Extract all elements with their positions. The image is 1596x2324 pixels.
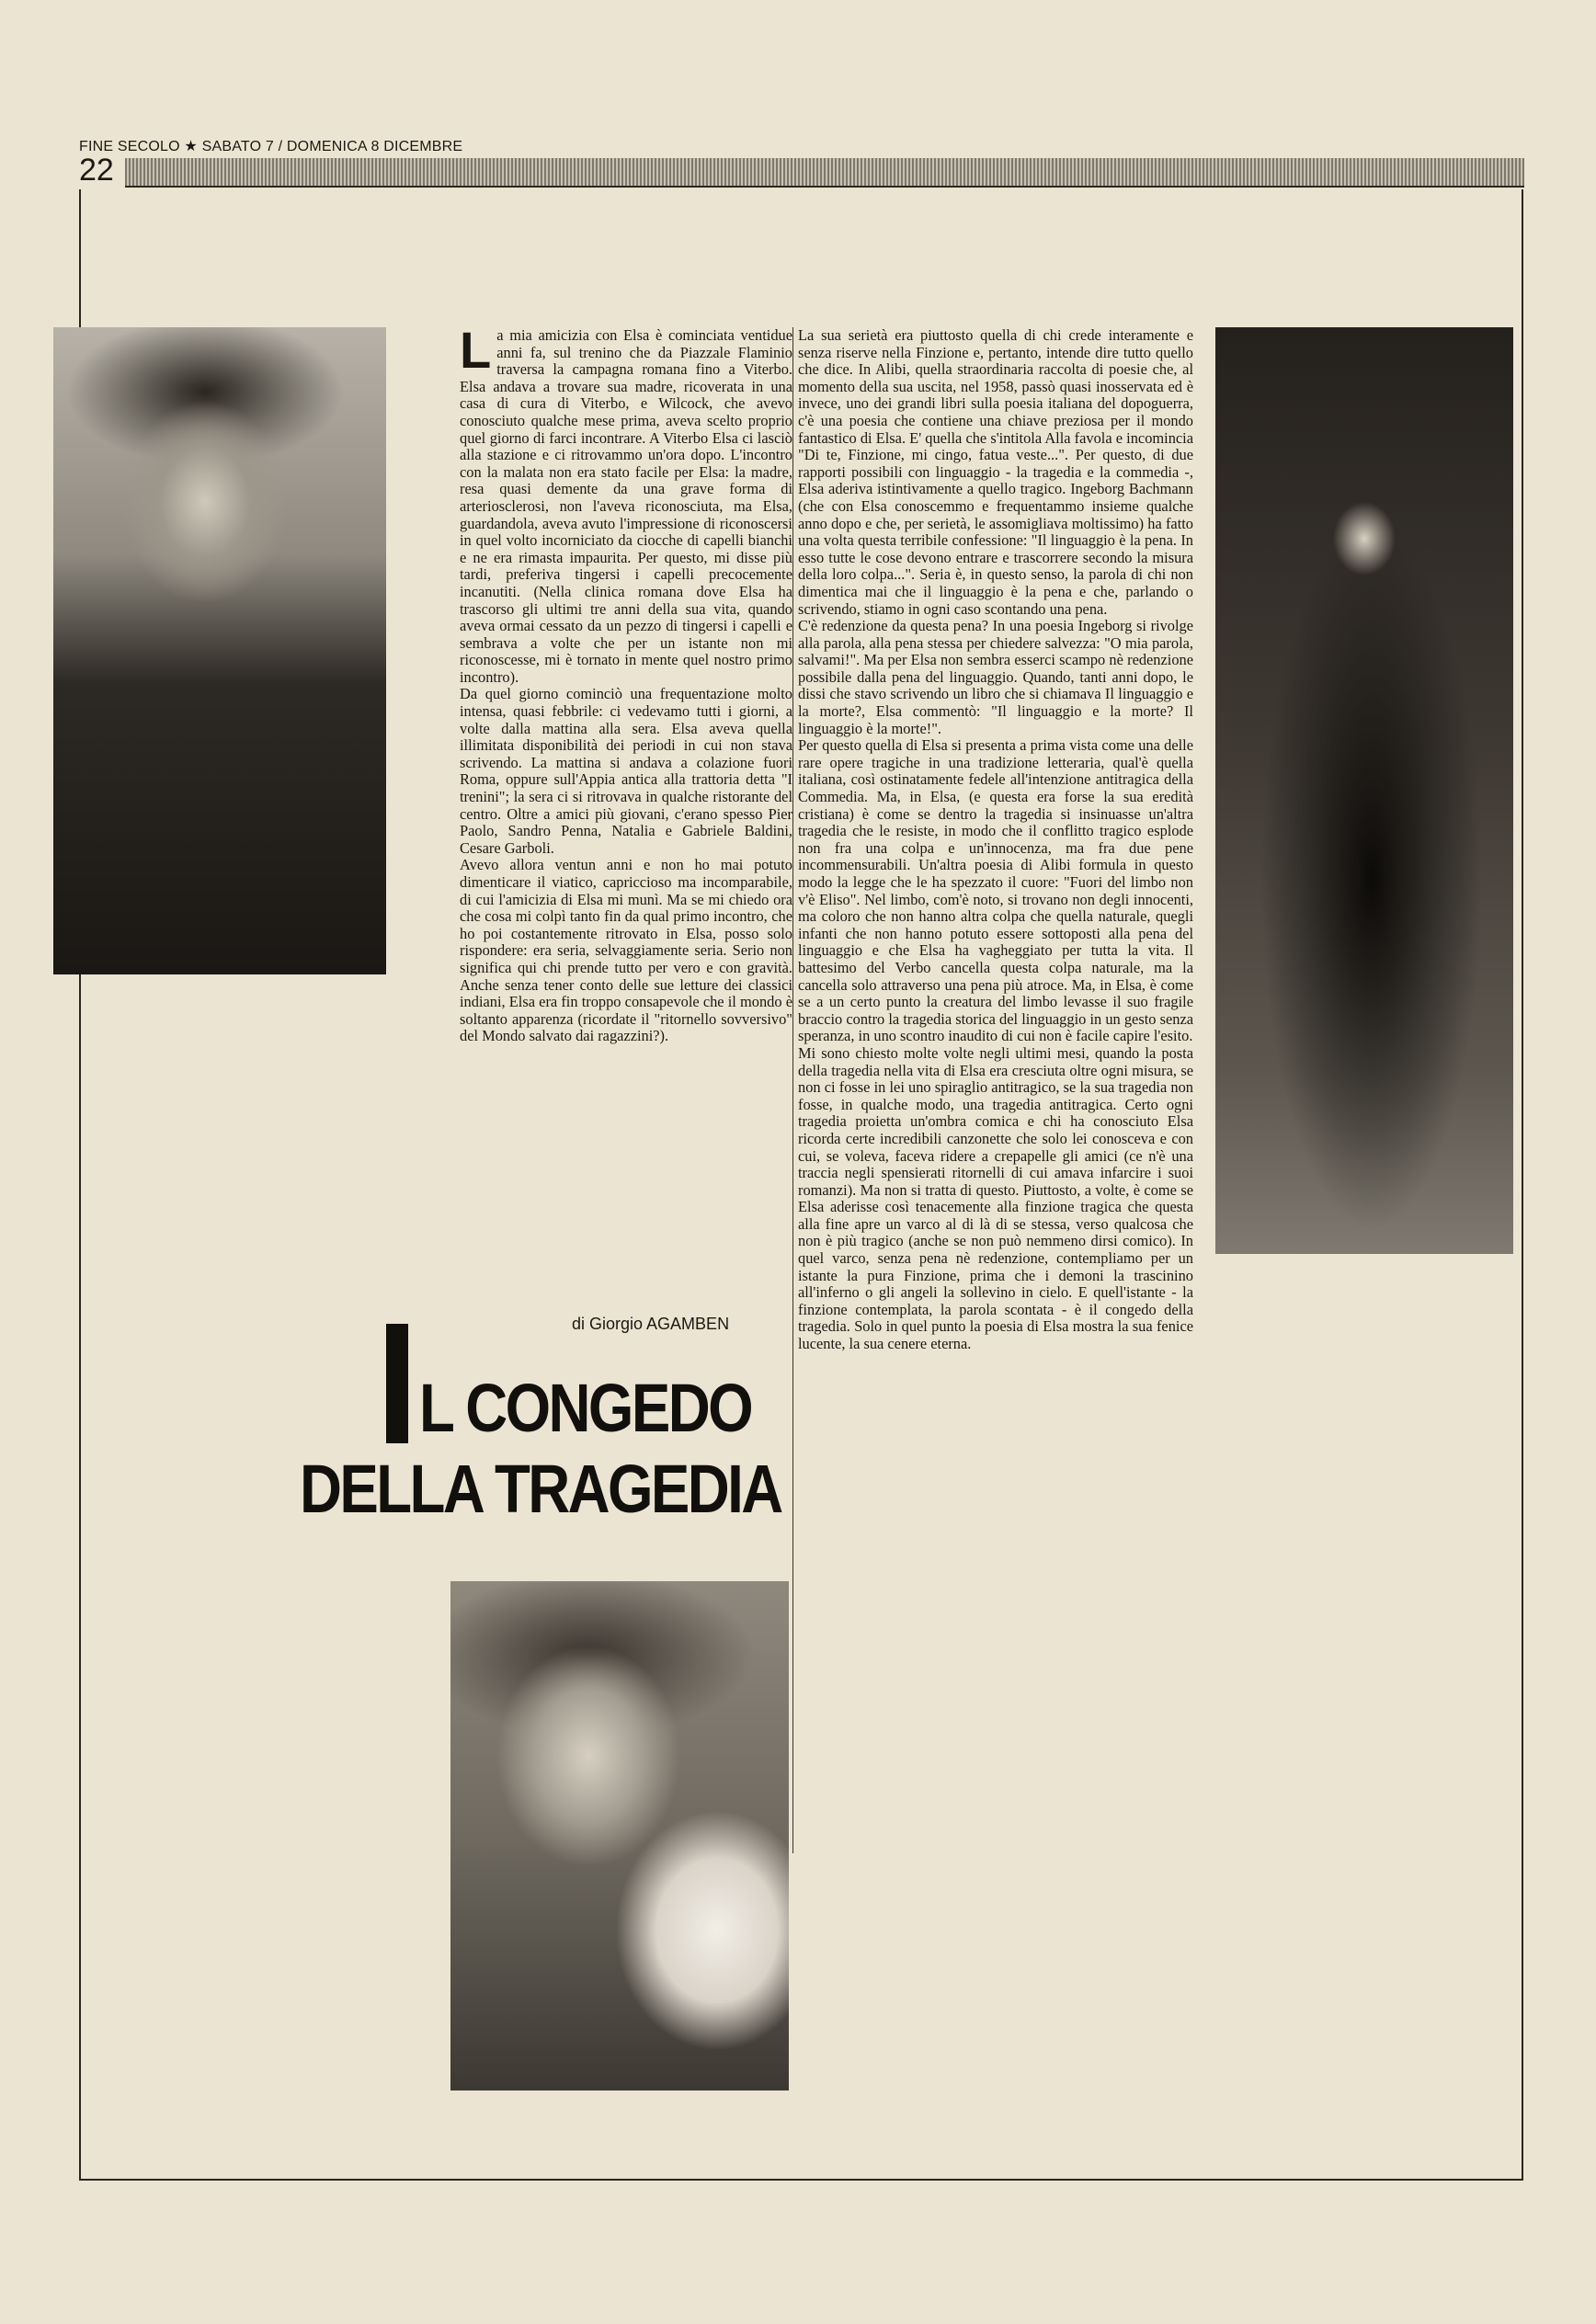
article-column-1 xyxy=(460,321,792,1045)
article-column-2 xyxy=(798,327,1193,1353)
paragraph xyxy=(460,321,792,686)
portrait-photo-top-left xyxy=(53,327,386,974)
paragraph: Da quel giorno cominciò una frequentazione molto intensa, quasi febbrile: ci vedevamo tutti i giorni, a volte dalla mattina alla sera. Elsa aveva quella illimitata disponibilità dei periodi in cui non stava scrivendo. La mattina si andava a colazione fuori Roma, oppure sull'Appia antica alla trattoria detta "I trenini"; la sera ci si ritrovava in qualche ristorante del centro. Oltre a amici più giovani, c'erano spesso Pier Paolo, Sandro Penna, Natalia e Gabriele Baldini, Cesare Garboli. xyxy=(460,685,792,857)
paragraph: C'è redenzione da questa pena? In una poesia Ingeborg si rivolge alla parola, alla pena stessa per chiedere salvezza: "O mia parola, salvami!". Ma per Elsa non sembra esserci scampo nè redenzione possibile dalla pena del linguaggio. Quando, tanti anni dopo, le dissi che stavo scrivendo un libro che si chiamava Il linguaggio e la morte?, Elsa commentò: "Il linguaggio e la morte? Il linguaggio è la morte!". xyxy=(798,617,1193,737)
paragraph: Avevo allora ventun anni e non ho mai potuto dimenticare il viatico, capriccioso ma incomparabile, di cui l'amicizia di Elsa mi munì. Ma se mi chiedo ora che cosa mi colpì tanto fin da qual primo incontro, che ho poi costantemente ritrovato in Elsa, posso solo rispondere: era seria, selvaggiamente seria. Serio non significa qui chi prende tutto per vero e con gravità. Anche senza tener conto delle sue letture dei classici indiani, Elsa era fin troppo consapevole che il mondo è soltanto apparenza (ricordate il "ritornello sovversivo" del Mondo salvato dai ragazzini?). xyxy=(460,856,792,1045)
column-divider xyxy=(792,327,793,1853)
paragraph: Per questo quella di Elsa si presenta a prima vista come una delle rare opere tragiche in una tradizione letteraria, qual'è quella italiana, così ostinatamente fedele all'intenzione antitragica della Commedia. Ma, in Elsa, (e questa era forse la sua eredità cristiana) è come se dentro la tragedia si insinuasse un'altra tragedia che le resiste, in modo che il conflitto tragico esplode non fra una colpa e un'innocenza, ma fra due pene incommensurabili. Un'altra poesia di Alibi formula in questo modo la legge che le ha spezzato il cuore: "Fuori del limbo non v'è Eliso". Nel limbo, com'è noto, si trovano non degli innocenti, ma coloro che non hanno altra colpa che quella naturale, quegli infanti che non hanno potuto essere sottoposti alla pena del linguaggio e che Elsa ha vagheggiato per tutta la vita. Il battesimo del Verbo cancella questa colpa naturale, ma la cancella solo attraverso una pena più atroce. Ma, in Elsa, è come se a un certo punto la creatura del limbo levasse il suo fragile braccio contro la tragedia storica del linguaggio in un gesto senza speranza, in uno scontro inaudito di cui non è facile capire l'esito. xyxy=(798,736,1193,1045)
page-number: 22 xyxy=(79,153,114,188)
evening-dress-photo-right xyxy=(1215,327,1513,1254)
paragraph: Mi sono chiesto molte volte negli ultimi mesi, quando la posta della tragedia nella vita di Elsa era cresciuta oltre ogni misura, se non ci fosse in lei uno spiraglio antitragico, se la sua tragedia non fosse, in qualche modo, una tragedia antitragica. Certo ogni tragedia proietta un'ombra comica e chi ha conosciuto Elsa ricorda certe incredibili canzonette che solo lei conosceva e con cui, se voleva, faceva ridere a crepapelle gli amici (ce n'è una traccia negli spensierati ritornelli di cui amava infarcire i suoi romanzi). Ma non si tratta di questo. Piuttosto, a volte, è come se Elsa aderisse così tenacemente alla finzione tragica che questa alla fine apre un varco al di là di se stessa, verso qualcosa che non è più tragico (anche se non può nemmeno dirsi comico). In quel varco, senza pena nè redenzione, contempliamo per un istante la pura Finzione, prima che i demoni la trascinino all'inferno o gli angeli la sollevino in cielo. E quell'istante - la finzione contemplata, la parola scontata - è il congedo della tragedia. Solo in quel punto la poesia di Elsa mostra la sua fenice lucente, la sua cenere eterna. xyxy=(798,1043,1193,1353)
portrait-with-cat-photo xyxy=(450,1581,789,2090)
headline-line-1: L CONGEDO xyxy=(419,1370,752,1446)
frame-right-rule xyxy=(1522,189,1523,2179)
headline-line-2: DELLA TRAGEDIA xyxy=(300,1451,781,1527)
drop-cap: L xyxy=(460,321,492,379)
title-initial xyxy=(386,1324,408,1443)
paragraph: La sua serietà era piuttosto quella di chi crede interamente e senza riserve nella Finzione e, pertanto, intende dire tutto quello che dice. In Alibi, quella straordinaria raccolta di poesie che, al momento della sua uscita, nel 1958, passò quasi inosservata ed è invece, uno dei grandi libri sulla poesia italiana del dopoguerra, c'è una poesia che contiene una chiave preziosa per il mondo fantastico di Elsa. E' quella che s'intitola Alla favola e incomincia "Di te, Finzione, mi cingo, fatua veste...". Per questo, di due rapporti possibili con linguaggio - la tragedia e la commedia -, Elsa aderiva istintivamente a quello tragico. Ingeborg Bachmann (che con Elsa conoscemmo e frequentammo insieme qualche anno dopo e che, per serietà, le assomigliava moltissimo) ha fatto una volta questa terribile confessione: "Il linguaggio è la pena. In esso tutte le cose devono entrare e trascorrere secondo la misura della loro colpa...". Seria è, in questo senso, la parola di chi non dimentica mai che il linguaggio è la pena e che, parlando o scrivendo, stiamo in ogni caso scontando una pena. xyxy=(798,326,1193,618)
frame-bottom-rule xyxy=(79,2179,1523,2181)
paragraph-text: a mia amicizia con Elsa è cominciata ventidue anni fa, sul trenino che da Piazzale Flaminio traversa la campagna romana fino a Viterbo. Elsa andava a trovare sua madre, ricoverata in una casa di cura di Viterbo, e Wilcock, che avevo conosciuto qualche mese prima, aveva scelto proprio quel giorno di farci incontrare. A Viterbo Elsa ci lasciò alla stazione e ci ritrovammo un'ora dopo. L'incontro con la malata non era stato facile per Elsa: la madre, resa quasi demente da una grave forma di arteriosclerosi, non l'aveva riconosciuta, ma Elsa, guardandola, aveva avuto l'impressione di riconoscersi in quel volto incorniciato da ciocche di capelli bianchi e ne era rimasta impaurita. Per questo, mi disse più tardi, preferiva tingersi i capelli precocemente incanutiti. (Nella clinica romana dove Elsa ha trascorso gli ultimi tre anni della sua vita, quando aveva ormai cessato da un pezzo di tingersi i capelli e sembrava a volte che per un istante non mi riconoscesse, mi è tornato in mente quel nostro primo incontro). xyxy=(460,326,792,686)
header-bar xyxy=(125,158,1524,188)
byline: di Giorgio AGAMBEN xyxy=(572,1315,730,1333)
header-dateline: FINE SECOLO ★ SABATO 7 / DOMENICA 8 DICEMBRE xyxy=(79,139,463,154)
